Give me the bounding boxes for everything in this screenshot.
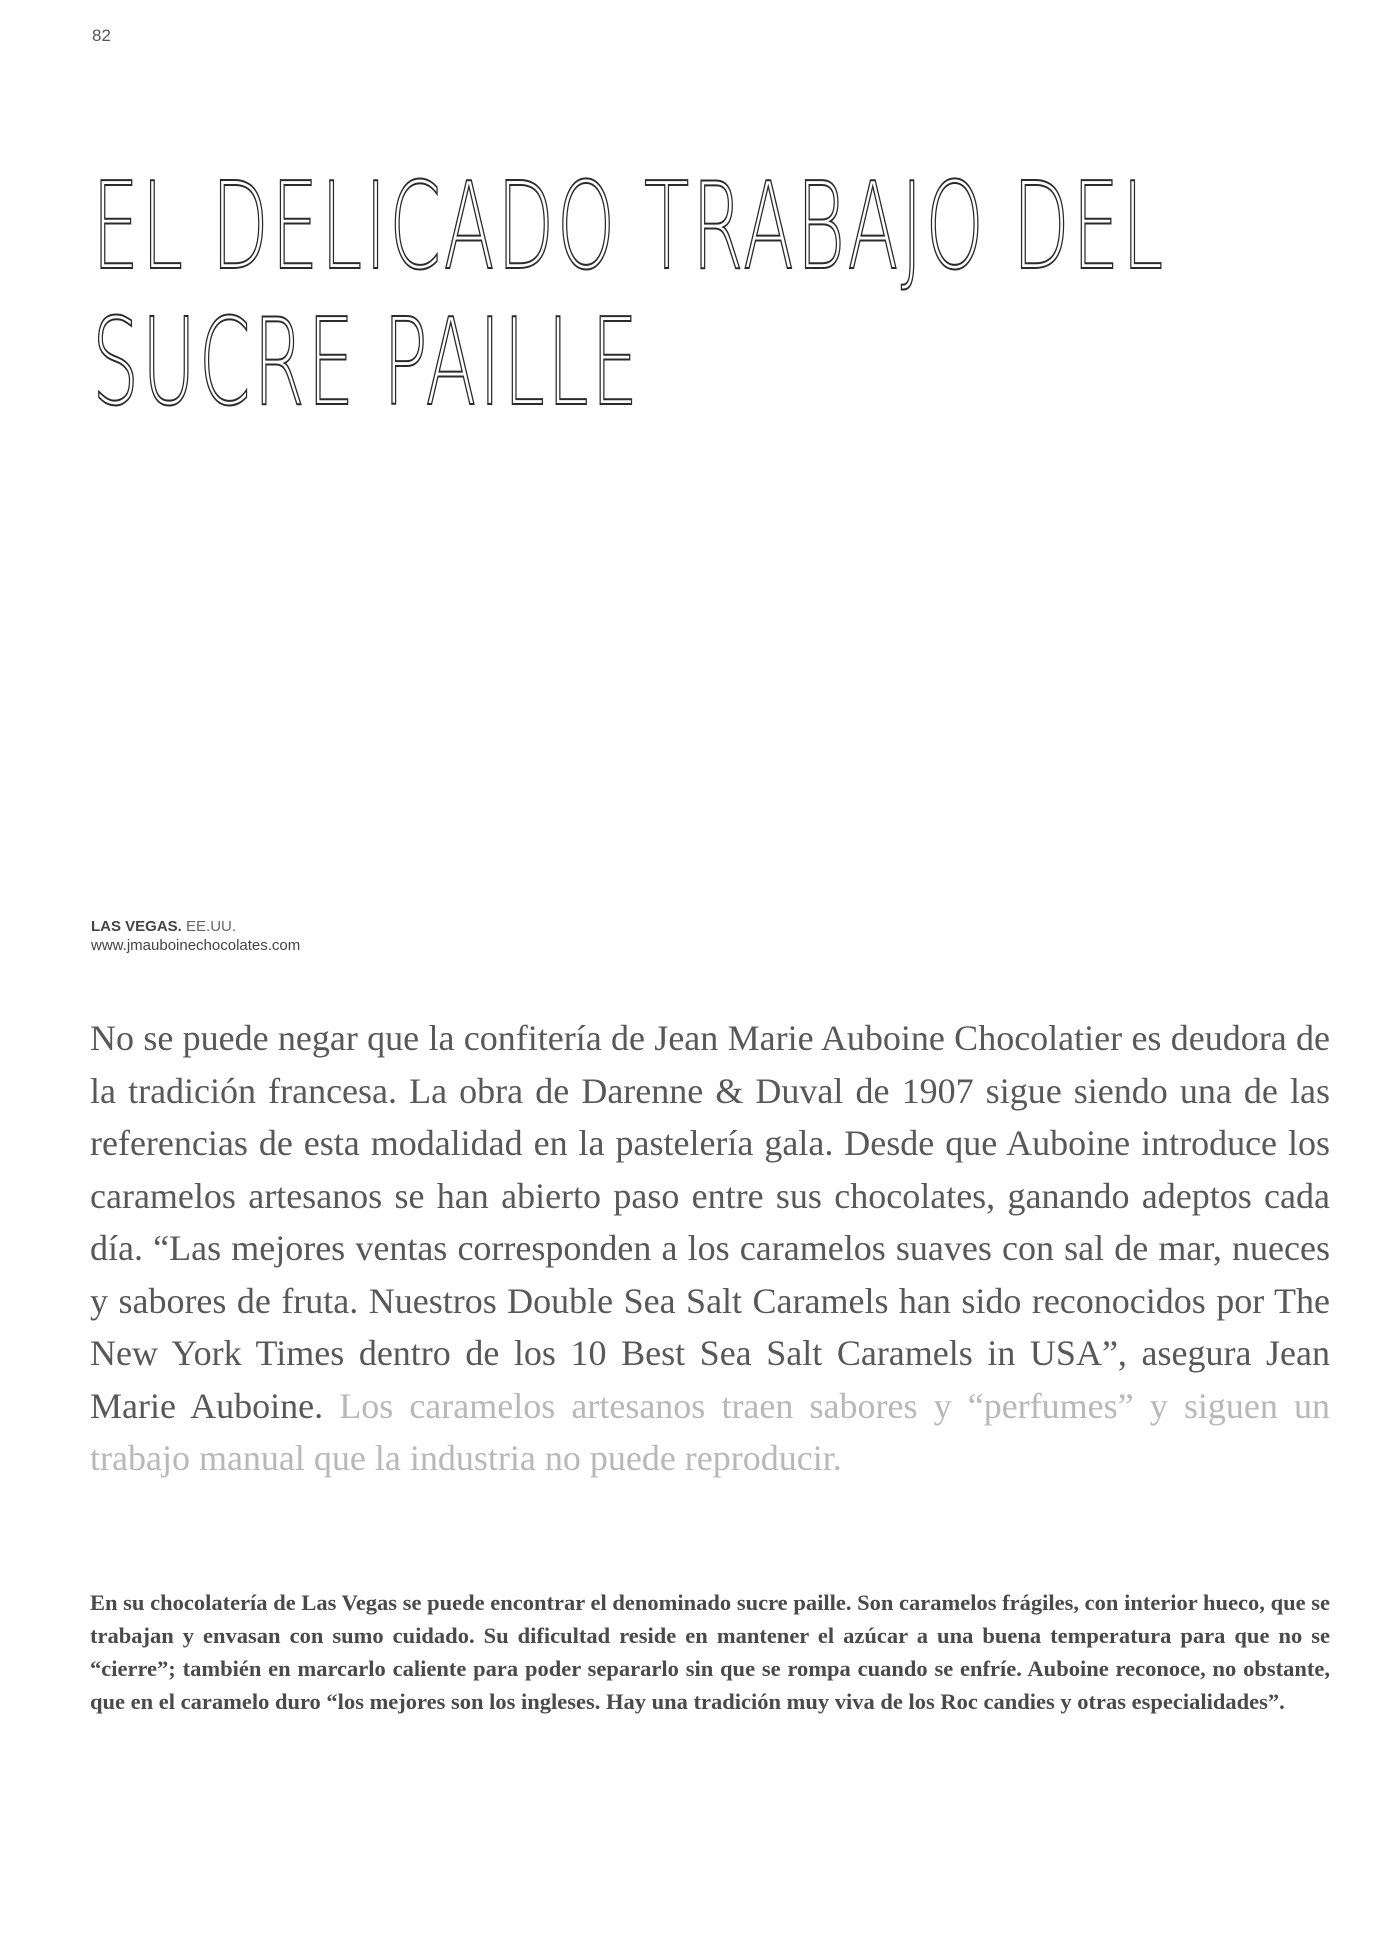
article-title-line-1: EL DELICADO TRABAJO DEL	[92, 158, 1166, 297]
article-title	[92, 160, 1166, 432]
lead-faded-text: Los caramelos artesanos traen sabores y “perfumes” y siguen un trabajo manual que la industria no puede reproducir.	[90, 1385, 1330, 1478]
body-paragraph: En su chocolatería de Las Vegas se puede encontrar el denominado sucre paille. Son caramelos frágiles, con interior hueco, que se trabajan y envasan con sumo cuidado. Su dificultad reside en mantener el azúcar a una buena temperatura para que no se “cierre”; también en marcarlo caliente para poder separarlo sin que se rompa cuando se enfríe. Auboine reconoce, no obstante, que en el caramelo duro “los mejores son los ingleses. Hay una tradición muy viva de los Roc candies y otras especialidades”.	[90, 1590, 1330, 1714]
location-block	[91, 917, 300, 955]
lead-main-text: No se puede negar que la confitería de Jean Marie Auboine Chocolatier es deudora de la tradición francesa. La obra de Darenne & Duval de 1907 sigue siendo una de las referencias de esta modalidad en la pastelería gala. Desde que Auboine introduce los caramelos artesanos se han abierto paso entre sus chocolates, ganando adeptos cada día. “Las mejores ventas corresponden a los caramelos suaves con sal de mar, nueces y sabores de fruta. Nuestros Double Sea Salt Caramels han sido reconocidos por The New York Times dentro de los 10 Best Sea Salt Caramels in USA”, asegura Jean Marie Auboine.	[90, 1018, 1330, 1426]
page-number: 82	[92, 26, 111, 45]
location-country: EE.UU.	[186, 918, 237, 935]
article-title-line-2: SUCRE PAILLE	[92, 294, 641, 433]
location-city: LAS VEGAS.	[91, 918, 182, 935]
lead-paragraph	[90, 1012, 1330, 1485]
website-link[interactable]: www.jmauboinechocolates.com	[91, 937, 301, 954]
